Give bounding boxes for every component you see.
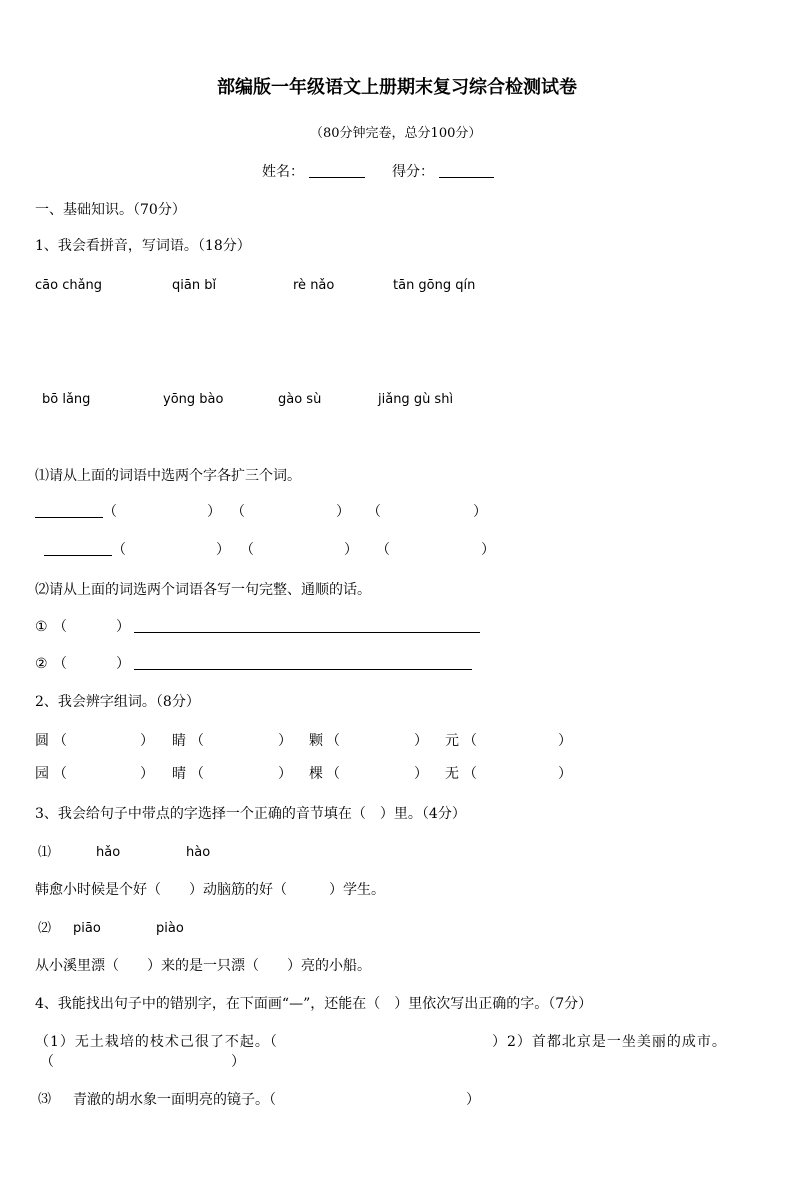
score-field-label: 得分： (392, 164, 434, 180)
close-paren: ） (558, 766, 572, 782)
circle-number: ① (35, 619, 48, 635)
open-paren: （ (112, 542, 126, 558)
pinyin-option: piāo (73, 921, 101, 936)
open-paren: （ (190, 733, 204, 749)
name-blank[interactable] (309, 163, 365, 178)
question-1-heading: 1、我会看拼音，写词语。（18分） (35, 238, 251, 254)
sentence: 从小溪里漂（ ）来的是一只漂（ ）亮的小船。 (35, 958, 371, 974)
char: 晴 (172, 766, 186, 782)
pinyin-word: gào sù (278, 392, 322, 407)
open-paren: （ (53, 766, 67, 782)
question-1-sub-1: ⑴请从上面的词语中选两个字各扩三个词。 (35, 468, 301, 484)
open-paren: （ (53, 656, 67, 672)
pinyin-option: hào (186, 845, 211, 860)
pinyin-word: bō lǎng (42, 392, 91, 407)
open-paren: （ (240, 542, 254, 558)
close-paren: ） (558, 733, 572, 749)
page-title: 部编版一年级语文上册期末复习综合检测试卷 (217, 77, 577, 98)
char: 园 (35, 766, 49, 782)
open-paren: （ (326, 766, 340, 782)
close-paren: ） (473, 504, 487, 520)
item-number: ⑴ (38, 845, 52, 860)
error-sentence: 青澈的胡水象一面明亮的镜子。（ (73, 1092, 276, 1108)
close-paren: ） (116, 619, 130, 635)
close-paren: ） (278, 733, 292, 749)
close-paren: ） (414, 766, 428, 782)
open-paren: （ (463, 733, 477, 749)
pinyin-option: piào (156, 921, 184, 936)
answer-blank[interactable] (35, 503, 103, 518)
sentence-blank[interactable] (134, 655, 472, 670)
close-paren: ） (207, 504, 221, 520)
page-subtitle: （80分钟完卷，总分100分） (310, 126, 482, 141)
section-heading: 一、基础知识。（70分） (35, 202, 186, 218)
close-paren: ） (231, 1054, 245, 1070)
pinyin-word: tān gōng qín (393, 278, 476, 293)
pinyin-word: cāo chǎng (35, 278, 103, 293)
char: 棵 (309, 766, 323, 782)
pinyin-word: qiān bǐ (172, 278, 217, 293)
close-paren: ） (344, 542, 358, 558)
open-paren: （ (231, 504, 245, 520)
open-paren: （ (53, 733, 67, 749)
char: 无 (445, 766, 459, 782)
close-paren: ） (336, 504, 350, 520)
answer-blank[interactable] (44, 541, 112, 556)
close-paren: ） (140, 766, 154, 782)
sentence-blank[interactable] (134, 618, 480, 633)
open-paren: （ (326, 733, 340, 749)
error-sentence: （1）无土栽培的枝术己很了不起。（ (35, 1034, 278, 1050)
name-field-label: 姓名： (262, 164, 304, 180)
pinyin-word: yōng bào (163, 392, 224, 407)
char: 颗 (309, 733, 323, 749)
circle-number: ② (35, 656, 48, 672)
close-paren: ） (116, 656, 130, 672)
pinyin-word: rè nǎo (293, 278, 335, 293)
open-paren: （ (376, 542, 390, 558)
close-paren: ） (216, 542, 230, 558)
open-paren: （ (53, 619, 67, 635)
open-paren: （ (40, 1054, 54, 1070)
question-3-heading: 3、我会给句子中带点的字选择一个正确的音节填在（ ）里。（4分） (35, 806, 466, 822)
pinyin-word: jiǎng gù shì (378, 392, 454, 407)
open-paren: （ (103, 504, 117, 520)
score-blank[interactable] (439, 163, 494, 178)
close-paren: ） (481, 542, 495, 558)
close-paren: ） (140, 733, 154, 749)
question-2-heading: 2、我会辨字组词。（8分） (35, 694, 200, 710)
open-paren: （ (367, 504, 381, 520)
close-paren: ） (466, 1092, 480, 1108)
error-sentence: ）2）首都北京是一坐美丽的成市。 (492, 1034, 727, 1050)
close-paren: ） (414, 733, 428, 749)
close-paren: ） (278, 766, 292, 782)
char: 元 (445, 733, 459, 749)
item-number: ⑶ (38, 1092, 52, 1107)
char: 圆 (35, 733, 49, 749)
sentence: 韩愈小时候是个好（ ）动脑筋的好（ ）学生。 (35, 882, 385, 898)
question-1-sub-2: ⑵请从上面的词选两个词语各写一句完整、通顺的话。 (35, 582, 371, 598)
open-paren: （ (190, 766, 204, 782)
char: 睛 (172, 733, 186, 749)
pinyin-option: hǎo (96, 845, 121, 860)
question-4-heading: 4、我能找出句子中的错别字，在下面画“—”，还能在（ ）里依次写出正确的字。（7分） (35, 996, 593, 1012)
item-number: ⑵ (38, 921, 52, 936)
open-paren: （ (463, 766, 477, 782)
